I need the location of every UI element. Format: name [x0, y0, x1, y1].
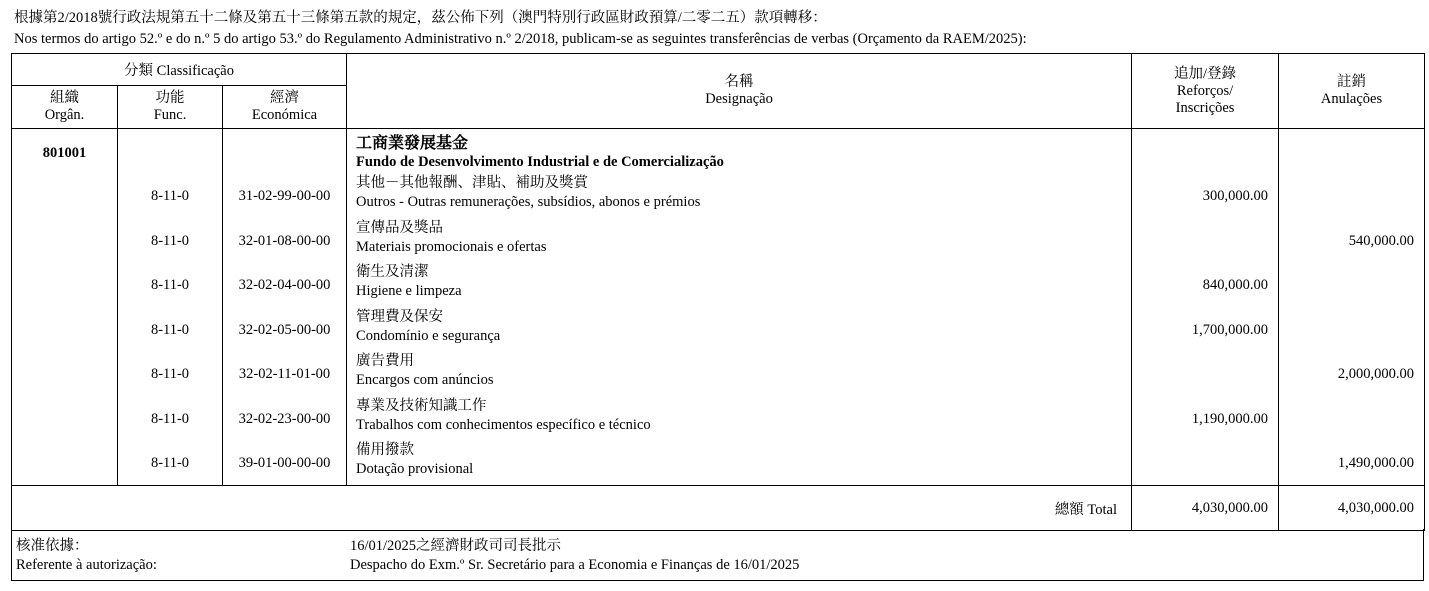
organ-name-pt: Fundo de Desenvolvimento Industrial e de Comercialização	[356, 154, 724, 170]
row-designation-pt: Encargos com anúncios	[356, 372, 494, 388]
row-designation-zh: 備用撥款	[356, 442, 415, 458]
row-annulment-value: 540,000.00	[1348, 232, 1415, 249]
designation-header-zh: 名稱	[724, 74, 754, 90]
row-function-code: 8-11-0	[150, 366, 190, 382]
row-economic-code: 31-02-99-00-00	[238, 188, 331, 204]
row-function-code: 8-11-0	[150, 410, 190, 427]
row-reinforcement-amount	[1132, 188, 1278, 205]
row-designation-pt: Trabalhos com conhecimentos específico e técnico	[356, 416, 651, 433]
annulments-header-zh: 註銷	[1337, 74, 1367, 90]
row-annulment-amount	[1279, 455, 1424, 472]
row-annulment-value: 2,000,000.00	[1337, 366, 1415, 382]
economic-column	[223, 129, 347, 486]
row-annulment-amount	[1279, 366, 1424, 383]
economic-header	[223, 86, 347, 129]
reinforcements-header-pt2: Inscrições	[1175, 99, 1235, 116]
authorization-footer	[11, 529, 1424, 581]
row-designation	[356, 441, 473, 479]
row-designation	[356, 219, 546, 257]
row-economic-code: 32-02-05-00-00	[238, 321, 331, 338]
organ-name-zh: 工商業發展基金	[356, 135, 469, 152]
row-reinforcement-value: 1,700,000.00	[1191, 321, 1269, 338]
authorization-text	[350, 537, 799, 575]
authorization-label-zh: 核准依據：	[16, 538, 89, 554]
row-designation-zh: 衛生及清潔	[356, 264, 429, 280]
row-designation-pt: Outros - Outras remunerações, subsídios, abonos e prémios	[356, 194, 701, 210]
function-column	[118, 129, 223, 486]
row-designation	[356, 308, 500, 346]
authorization-text-zh: 16/01/2025之經濟財政司司長批示	[350, 538, 562, 554]
row-economic-code: 39-01-00-00-00	[238, 455, 331, 471]
annulments-header-pt: Anulações	[1320, 91, 1383, 107]
total-annulments: 4,030,000.00	[1279, 486, 1425, 531]
row-function-code: 8-11-0	[150, 321, 190, 338]
row-designation-pt: Dotação provisional	[356, 461, 474, 477]
intro-text-portuguese: Nos termos do artigo 52.º e do n.º 5 do artigo 53.º do Regulamento Administrativo n.º 2/2018, publicam-se as seguintes transferências de verbas (Orçamento da RAEM/2025):	[14, 31, 1027, 47]
row-designation-zh: 宣傳品及獎品	[356, 219, 444, 236]
row-economic-code: 32-01-08-00-00	[238, 232, 331, 249]
row-function-code: 8-11-0	[150, 188, 190, 204]
authorization-text-pt: Despacho do Exm.º Sr. Secretário para a Economia e Finanças de 16/01/2025	[350, 557, 800, 573]
row-economic-code: 32-02-11-01-00	[238, 366, 331, 382]
intro-text-chinese: 根據第2/2018號行政法規第五十二條及第五十三條第五款的規定，茲公佈下列（澳門特別行政區財政預算/二零二五）款項轉移：	[14, 10, 827, 26]
row-designation	[356, 174, 700, 212]
organ-column	[12, 129, 118, 486]
row-designation-pt: Condomínio e segurança	[356, 327, 501, 344]
row-designation	[356, 263, 461, 301]
row-designation-zh: 其他－其他報酬、津貼、補助及獎賞	[356, 175, 589, 191]
annulments-header	[1279, 54, 1425, 129]
row-function-code: 8-11-0	[150, 455, 190, 471]
designation-header-pt: Designação	[705, 91, 773, 107]
designation-header	[347, 54, 1132, 129]
row-annulment-value: 1,490,000.00	[1337, 455, 1415, 471]
organ-header-pt: Orgân.	[44, 107, 85, 123]
classification-header: 分類 Classificação	[12, 54, 347, 86]
row-reinforcement-value: 840,000.00	[1202, 277, 1269, 293]
reinforcements-header-pt1: Reforços/	[1176, 82, 1234, 99]
row-reinforcement-value: 300,000.00	[1202, 188, 1269, 204]
organ-header	[12, 86, 118, 129]
authorization-label-pt: Referente à autorização:	[16, 557, 157, 573]
annulments-column	[1279, 129, 1425, 486]
row-function-code: 8-11-0	[150, 232, 190, 249]
row-designation-zh: 廣告費用	[356, 353, 415, 369]
reinforcements-header	[1132, 54, 1279, 129]
function-header-zh: 功能	[155, 90, 185, 106]
total-reinforcements: 4,030,000.00	[1132, 486, 1279, 531]
row-economic-code: 32-02-04-00-00	[238, 277, 331, 293]
organ-code: 801001	[42, 145, 87, 161]
designation-column	[347, 129, 1132, 486]
organ-header-zh: 組織	[50, 90, 79, 106]
function-header	[118, 86, 223, 129]
economic-header-zh: 經濟	[270, 90, 300, 106]
row-designation-pt: Materiais promocionais e ofertas	[356, 238, 547, 255]
organ-name	[356, 134, 724, 172]
reinforcements-header-zh: 追加/登錄	[1174, 65, 1237, 82]
row-designation	[356, 352, 493, 390]
row-economic-code: 32-02-23-00-00	[238, 410, 331, 427]
row-function-code: 8-11-0	[150, 277, 190, 293]
authorization-label	[16, 537, 157, 575]
row-designation	[356, 397, 651, 435]
row-designation-zh: 專業及技術知識工作	[356, 397, 487, 414]
row-designation-pt: Higiene e limpeza	[356, 283, 462, 299]
row-annulment-amount	[1279, 233, 1424, 250]
total-label: 總額 Total	[12, 486, 1132, 531]
reinforcements-column	[1132, 129, 1279, 486]
row-reinforcement-amount	[1132, 277, 1278, 294]
row-designation-zh: 管理費及保安	[356, 308, 444, 325]
function-header-pt: Func.	[153, 107, 187, 123]
economic-header-pt: Económica	[251, 107, 318, 123]
row-reinforcement-amount	[1132, 411, 1278, 428]
budget-transfer-table	[11, 53, 1425, 531]
row-reinforcement-amount	[1132, 322, 1278, 339]
row-reinforcement-value: 1,190,000.00	[1191, 410, 1269, 427]
